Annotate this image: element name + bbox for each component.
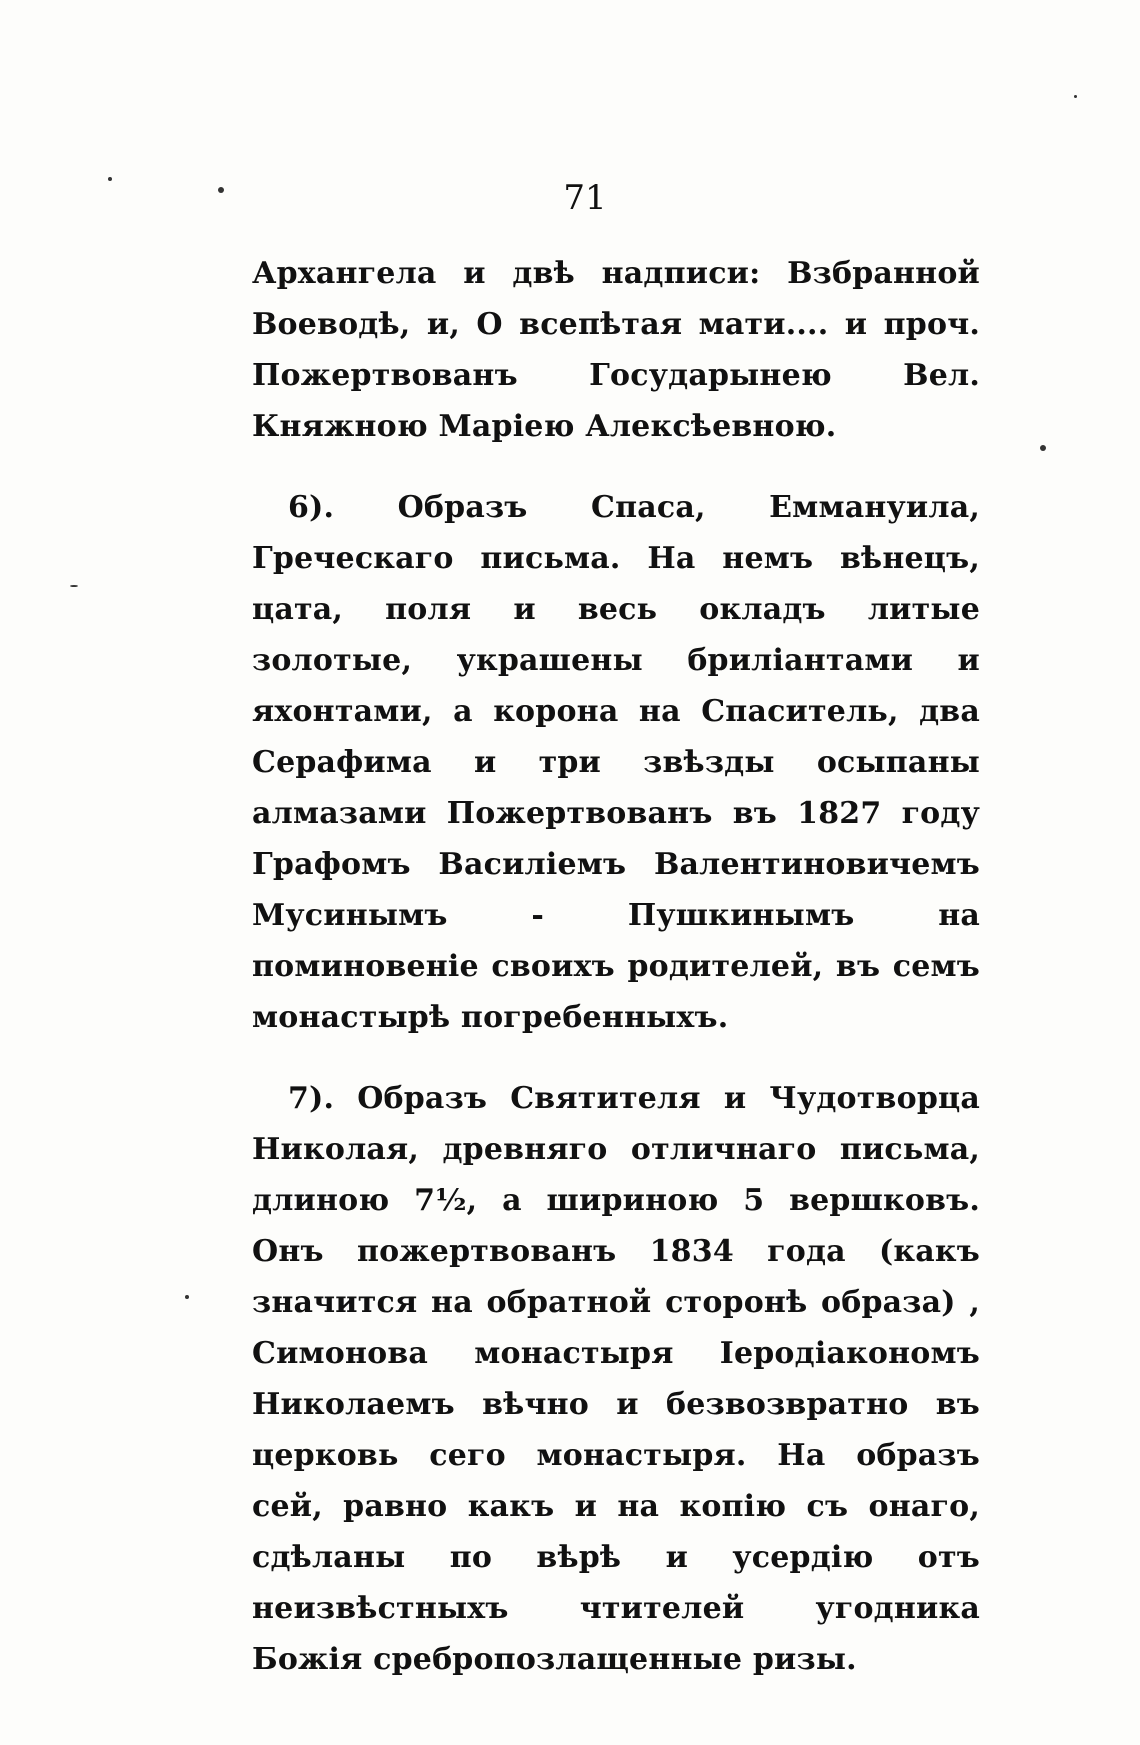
scan-speck bbox=[70, 585, 78, 587]
page-body bbox=[252, 248, 980, 1685]
paragraph-item-6: 6). Образъ Спаса, Еммануила, Греческаго письма. На немъ вѣнецъ, цата, поля и весь окладъ литые золотые, украшены бриліантами и яхонтами, а корона на Спаситель, два Серафима и три звѣзды осыпаны алмазами Пожертвованъ въ 1827 году Графомъ Василіемъ Валентиновичемъ Мусинымъ - Пушкинымъ на поминовеніе своихъ родителей, въ семъ монастырѣ погребенныхъ. bbox=[252, 490, 980, 1035]
paragraph-item-7: 7). Образъ Святителя и Чудотворца Николая, древняго отличнаго письма, длиною 7½, а шириною 5 вершковъ. Онъ пожертвованъ 1834 года (какъ значится на обратной сторонѣ образа) , Симонова монастыря Іеродіакономъ Николаемъ вѣчно и безвозвратно въ церковь сего монастыря. На образъ сей, равно какъ и на копію съ онаго, сдѣланы по вѣрѣ и усердію отъ неизвѣстныхъ чтителей угодника Божія сребропозлащенные ризы. bbox=[252, 1081, 980, 1677]
scan-speck bbox=[1040, 445, 1046, 451]
scan-speck bbox=[218, 187, 224, 193]
scan-speck bbox=[185, 1295, 189, 1299]
scan-speck bbox=[108, 177, 112, 181]
paragraph-continuation: Архангела и двѣ надписи: Взбранной Воеводѣ, и, О всепѣтая мати.... и проч. Пожертвованъ Государынею Вел. Княжною Маріею Алексѣевною. bbox=[252, 256, 980, 444]
page-number: 71 bbox=[563, 178, 607, 218]
scan-speck bbox=[1074, 95, 1077, 98]
